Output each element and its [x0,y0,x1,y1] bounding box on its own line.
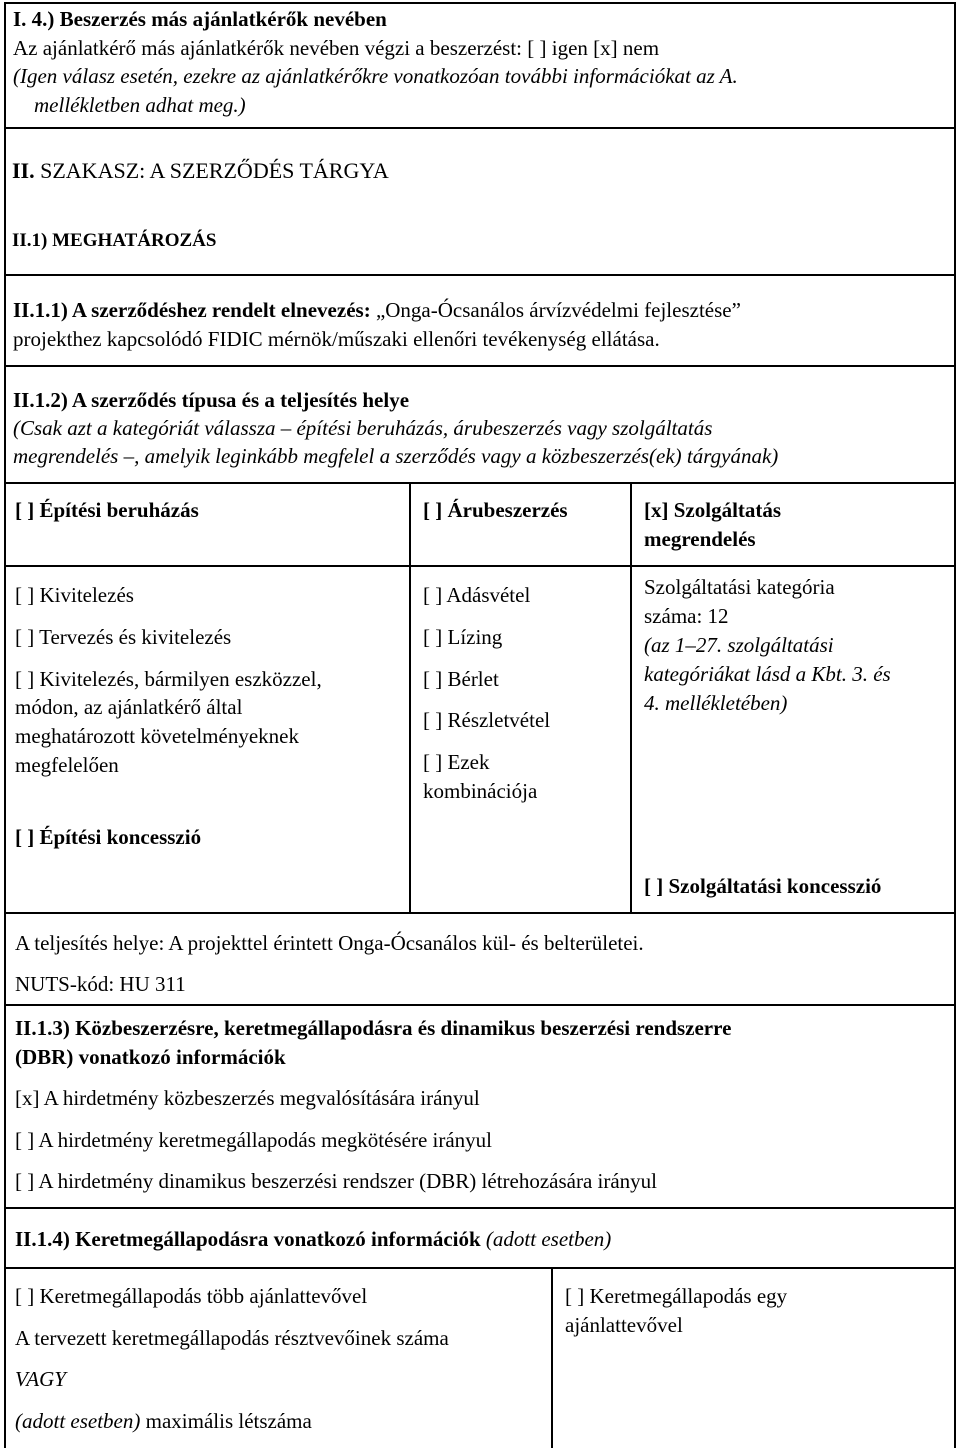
divider [4,365,956,367]
section-i4-title: I. 4.) Beszerzés más ajánlatkérők nevében [13,7,387,31]
col2-item-3: [ ] Bérlet [423,667,499,691]
col3-note-1: (az 1–27. szolgáltatási [644,633,834,657]
ii12-title: II.1.2) A szerződés típusa és a teljesítés helye [13,388,410,412]
ii14-title-note: (adott esetben) [485,1227,612,1251]
col3-note-3: 4. mellékletében) [644,691,788,715]
type-service-head-2: megrendelés [644,527,756,551]
col2-item-1: [ ] Adásvétel [423,583,531,607]
col3-cat-1: Szolgáltatási kategória [644,575,835,599]
col3-cat-2: száma: 12 [644,604,729,628]
ii13-option-2: [ ] A hirdetmény keretmegállapodás megkötésére irányul [15,1128,493,1152]
ii14-title [15,1225,611,1254]
section-ii1-title: II.1) MEGHATÁROZÁS [12,230,217,251]
place-line: A teljesítés helye: A projekttel érintett Onga-Ócsanálos kül- és belterületei. [15,931,644,955]
col-divider-1 [409,482,411,912]
col3-note-2: kategóriákat lásd a Kbt. 3. és [644,662,891,686]
frame-left [4,2,6,1448]
divider [4,127,956,129]
ii14-left-4-note: (adott esetben) [15,1409,141,1433]
section-i4-note-2: mellékletben adhat meg.) [34,93,246,117]
divider [4,482,956,484]
col-divider-3 [551,1267,553,1448]
ii14-right-1: [ ] Keretmegállapodás egy [565,1284,788,1308]
frame-right [954,2,956,1448]
col2-item-4: [ ] Részletvétel [423,708,551,732]
col1-item-1: [ ] Kivitelezés [15,583,134,607]
nuts-code: NUTS-kód: HU 311 [15,972,186,996]
type-construction-head: [ ] Építési beruházás [15,498,199,522]
col1-long-4: megfelelően [15,753,119,777]
col1-long-1: [ ] Kivitelezés, bármilyen eszközzel, [15,667,322,691]
ii14-left-4-text: maximális létszáma [145,1409,312,1433]
col2-item-6: kombinációja [423,779,538,803]
section-i4-line: Az ajánlatkérő más ajánlatkérők nevében végzi a beszerzést: [ ] igen [x] nem [13,36,660,60]
ii11-label: II.1.1) A szerződéshez rendelt elnevezés: [13,298,371,322]
ii12-note-1: (Csak azt a kategóriát válassza – építési beruházás, árubeszerzés vagy szolgáltatás [13,416,713,440]
type-supply-head: [ ] Árubeszerzés [423,498,568,522]
divider [4,274,956,276]
section-ii-title: II. SZAKASZ: A SZERZŐDÉS TÁRGYA [12,158,389,183]
ii13-option-1: [x] A hirdetmény közbeszerzés megvalósítására irányul [15,1086,480,1110]
col2-item-2: [ ] Lízing [423,625,503,649]
divider [4,565,956,567]
col-divider-2 [630,482,632,912]
ii14-right-2: ajánlattevővel [565,1313,683,1337]
ii13-option-3: [ ] A hirdetmény dinamikus beszerzési rendszer (DBR) létrehozására irányul [15,1169,658,1193]
col1-long-3: meghatározott követelményeknek [15,724,299,748]
ii11-value: „Onga-Ócsanálos árvízvédelmi fejlesztése” [375,298,741,322]
col1-foot: [ ] Építési koncesszió [15,825,202,849]
ii13-title-2: (DBR) vonatkozó információk [15,1045,286,1069]
divider [4,1267,956,1269]
col3-foot: [ ] Szolgáltatási koncesszió [644,874,882,898]
type-service-head-1: [x] Szolgáltatás [644,498,782,522]
ii14-left-4 [15,1407,312,1436]
frame-top [4,2,956,4]
ii14-left-2: A tervezett keretmegállapodás résztvevőinek száma [15,1326,449,1350]
col1-item-2: [ ] Tervezés és kivitelezés [15,625,232,649]
ii12-note-2: megrendelés –, amelyik leginkább megfelel a szerződés vagy a közbeszerzés(ek) tárgyának) [13,444,779,468]
divider [4,1207,956,1209]
ii14-title-text: II.1.4) Keretmegállapodásra vonatkozó információk [15,1227,481,1251]
section-i4-note-1: (Igen válasz esetén, ezekre az ajánlatkérőkre vonatkozóan további információkat az A. [13,64,738,88]
col2-item-5: [ ] Ezek [423,750,490,774]
divider [4,1004,956,1006]
ii14-left-3: VAGY [15,1367,66,1391]
col1-long-2: módon, az ajánlatkérő által [15,695,243,719]
ii13-title-1: II.1.3) Közbeszerzésre, keretmegállapodásra és dinamikus beszerzési rendszerre [15,1016,732,1040]
section-ii-title-text: SZAKASZ: A SZERZŐDÉS TÁRGYA [40,158,389,183]
ii11-line [13,296,741,325]
document-page [4,2,956,1448]
ii11-value-2: projekthez kapcsolódó FIDIC mérnök/műszaki ellenőri tevékenység ellátása. [13,327,660,351]
divider [4,912,956,914]
ii14-left-1: [ ] Keretmegállapodás több ajánlattevővel [15,1284,368,1308]
